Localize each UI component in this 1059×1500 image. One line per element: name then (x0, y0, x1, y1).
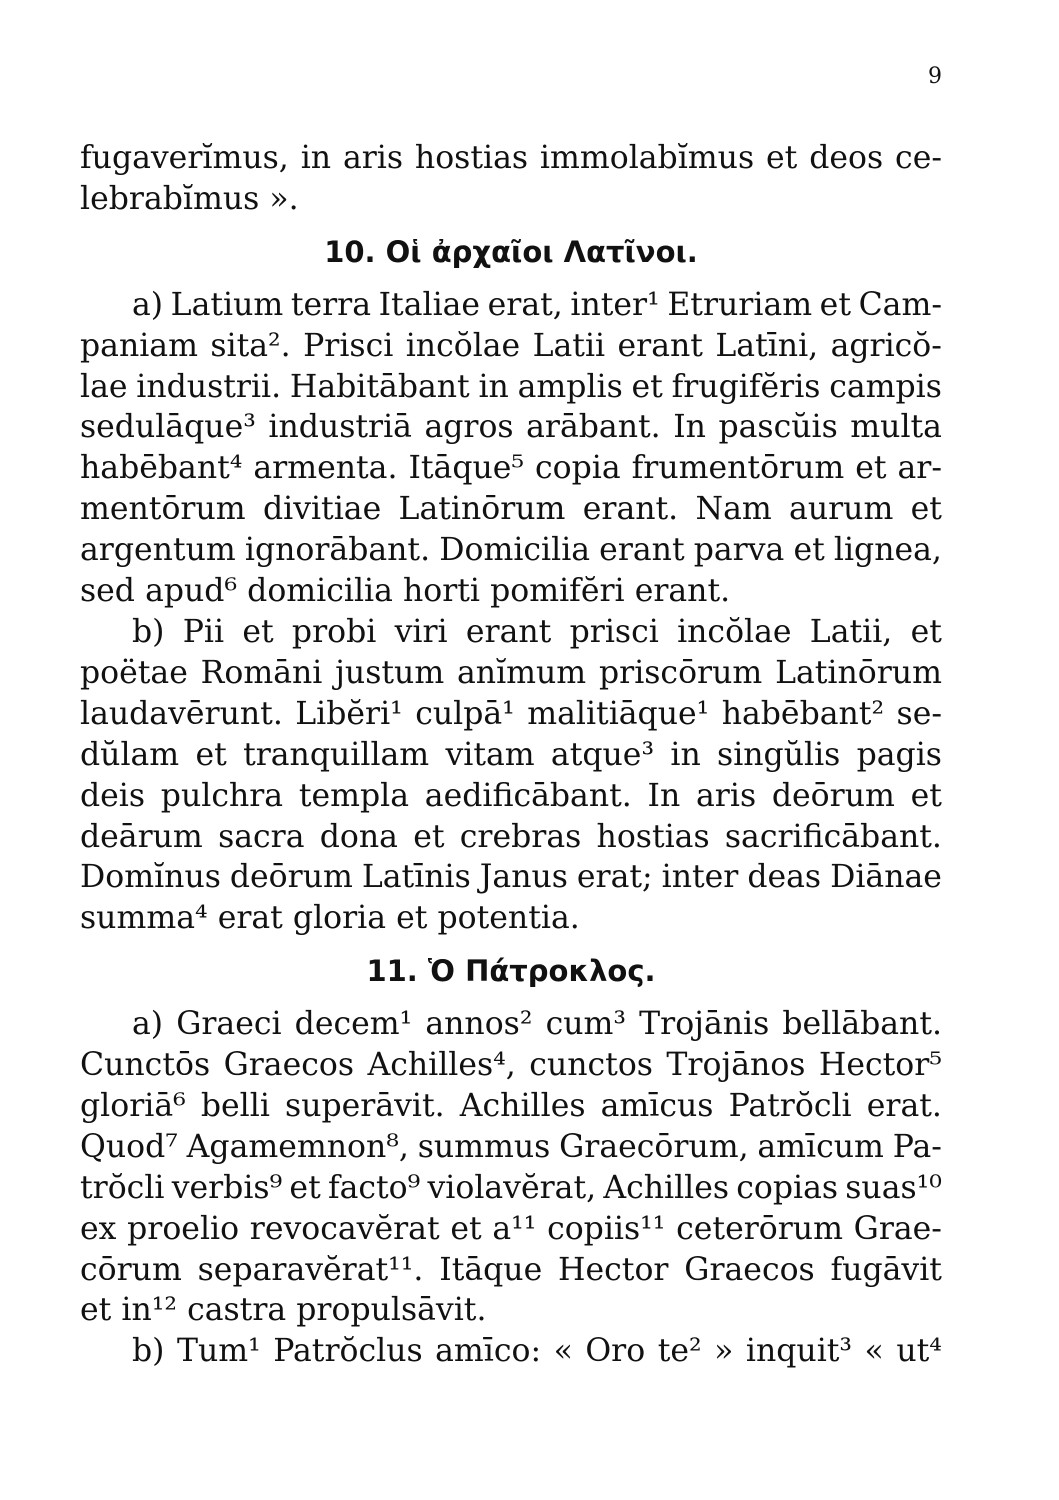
word: verbis⁹ (171, 1169, 283, 1206)
word: b) (132, 1333, 165, 1370)
word: Graecōrum, (559, 1128, 749, 1165)
word: deārum (80, 818, 203, 855)
word: immolabĭmus (539, 140, 755, 176)
word: gloria (292, 900, 387, 937)
page-number: 9 (928, 64, 942, 89)
word: aedificābant. (424, 777, 632, 814)
word: Latii (532, 327, 606, 364)
word: cunctos (529, 1047, 653, 1084)
word: Hector (558, 1251, 669, 1288)
word: Habitābant (289, 368, 470, 405)
word: erant (599, 532, 685, 569)
word: et (910, 777, 942, 814)
text-line (80, 326, 942, 367)
word: sacra (218, 818, 305, 855)
word: « (553, 1333, 573, 1370)
word: ex (80, 1210, 117, 1247)
word: ut⁴ (896, 1333, 942, 1370)
text-line (80, 1168, 942, 1209)
word: erat (217, 900, 283, 937)
word: ce- (895, 140, 942, 176)
word: cōrum (80, 1251, 182, 1288)
word: pascŭis (718, 409, 838, 446)
text-line (80, 1331, 942, 1372)
word: deis (80, 777, 146, 814)
word: incŏlae (405, 327, 521, 364)
word: Cam- (858, 286, 942, 323)
word: lignea, (833, 532, 942, 569)
word: se- (896, 695, 942, 732)
word: et (910, 613, 942, 650)
word: copiis¹¹ (547, 1210, 666, 1247)
section-heading: 11. Ὁ Πάτροκλος. (366, 954, 656, 989)
text-line (80, 179, 942, 220)
word: Oro (585, 1333, 646, 1370)
word: Trojānos (666, 1047, 806, 1084)
text-line (80, 1045, 942, 1086)
word: deos (809, 140, 884, 176)
word: inter (661, 859, 739, 896)
word: cum³ (545, 1006, 627, 1043)
word: domicilia (247, 573, 393, 610)
text-line (80, 138, 942, 179)
word: facto⁹ (327, 1169, 421, 1206)
word: et (413, 818, 445, 855)
word: vitam (445, 736, 535, 773)
text-line (80, 1086, 942, 1127)
word: Trojānis (639, 1006, 770, 1043)
word: campis (829, 368, 942, 405)
word: paniam (80, 327, 198, 364)
word: Patrŏclus (273, 1333, 423, 1370)
word: deōrum (229, 859, 353, 896)
word: gloriā⁶ (80, 1087, 186, 1124)
word: Janus (479, 859, 568, 896)
word: et (242, 613, 274, 650)
word: » (714, 1333, 734, 1370)
word: Cunctōs (80, 1047, 211, 1084)
text-line (80, 735, 942, 776)
word: sed (80, 573, 135, 610)
text-body (80, 138, 942, 1372)
word: erant (617, 327, 703, 364)
word: amīcus (600, 1087, 714, 1124)
word: incŏlae (677, 613, 792, 650)
text-line (80, 285, 942, 326)
word: copias (736, 1169, 839, 1206)
word: in (478, 368, 509, 405)
word: Italiae (378, 286, 481, 323)
word: malitiāque¹ (527, 695, 710, 732)
word: Latīnis (361, 859, 471, 896)
word: mentōrum (80, 491, 246, 528)
word: Domicilia (439, 532, 591, 569)
word: suas¹⁰ (845, 1169, 942, 1206)
word: viri (394, 613, 448, 650)
word: Etruriam (667, 286, 813, 323)
word: in (300, 140, 332, 176)
word: arābant. (526, 409, 661, 446)
word: ar- (897, 450, 942, 487)
word: Hector⁵ (818, 1047, 942, 1084)
word: aris (342, 140, 404, 176)
word: summus (417, 1128, 551, 1165)
text-line (80, 1209, 942, 1250)
word: Diānae (830, 859, 942, 896)
word: potentia. (437, 900, 580, 937)
word: frumentōrum (631, 450, 845, 487)
word: habēbant² (721, 695, 885, 732)
word: Patrŏcli (728, 1087, 852, 1124)
word: Latii, (809, 613, 893, 650)
word: Nam (695, 491, 772, 528)
text-line (80, 776, 942, 817)
word: trŏcli (80, 1169, 165, 1206)
word: habēbant⁴ (80, 450, 243, 487)
word: Agamemnon⁸, (186, 1128, 409, 1165)
word: terra (290, 286, 372, 323)
word: industrii. (136, 368, 282, 405)
word: templa (298, 777, 410, 814)
word: et (793, 532, 825, 569)
word: crebras (459, 818, 582, 855)
word: Romāni (200, 654, 323, 691)
word: revocavĕrat (249, 1210, 440, 1247)
word: et (396, 900, 428, 937)
text-line (80, 1250, 942, 1291)
word: castra (187, 1292, 287, 1329)
word: et (289, 1169, 321, 1206)
word: divitiae (262, 491, 382, 528)
word: Achilles⁴, (367, 1047, 516, 1084)
word: erat. (866, 1087, 942, 1124)
word: dona (319, 818, 398, 855)
word: et (631, 368, 663, 405)
word: te² (657, 1333, 702, 1370)
word: erant (465, 613, 552, 650)
text-line (80, 367, 942, 408)
word: et (819, 286, 851, 323)
word: Domĭnus (80, 859, 221, 896)
word: separavĕrat¹¹. (197, 1251, 424, 1288)
word: Itāque (439, 1251, 543, 1288)
word: armenta. (253, 450, 398, 487)
word: Achilles (459, 1087, 586, 1124)
word: amplis (517, 368, 623, 405)
word: Achilles (603, 1169, 730, 1206)
word: pagis (856, 736, 942, 773)
word: horti (402, 573, 481, 610)
word: belli (200, 1087, 270, 1124)
word: amīcum (757, 1128, 884, 1165)
word: aris (696, 777, 757, 814)
word: b) (132, 613, 165, 650)
word: sacrificābant. (724, 818, 942, 855)
word: amīco: (435, 1333, 542, 1370)
text-line (80, 898, 942, 939)
word: Graeci (176, 1006, 282, 1043)
word: Pii (182, 613, 225, 650)
word: sedulāque³ (80, 409, 256, 446)
word: culpā¹ (415, 695, 515, 732)
text-line (80, 612, 942, 653)
word: frugifĕris (671, 368, 821, 405)
word: propulsāvit. (296, 1292, 487, 1329)
word: hostias (596, 818, 710, 855)
word: Quod⁷ (80, 1128, 178, 1165)
text-line (80, 857, 942, 898)
word: probi (291, 613, 377, 650)
text-line (80, 1127, 942, 1168)
word: In (647, 777, 681, 814)
word: Graecos (223, 1047, 354, 1084)
text-line (80, 489, 942, 530)
word: Itāque⁵ (408, 450, 525, 487)
word: et (80, 1292, 112, 1329)
word: proelio (127, 1210, 240, 1247)
word: Grae- (853, 1210, 942, 1247)
word: violavĕrat, (427, 1169, 597, 1206)
word: agros (424, 409, 514, 446)
word: a) (132, 286, 164, 323)
word: et (910, 491, 942, 528)
word: atque³ (550, 736, 655, 773)
word: summa⁴ (80, 900, 208, 937)
word: sita². (210, 327, 291, 364)
word: Graecos (684, 1251, 815, 1288)
word: singŭlis (717, 736, 841, 773)
word: lae (80, 368, 128, 405)
word: inquit³ (745, 1333, 853, 1370)
text-line (80, 1004, 942, 1045)
word: Prisci (303, 327, 394, 364)
word: et (195, 736, 227, 773)
word: apud⁶ (145, 573, 238, 610)
word: annos² (425, 1006, 533, 1043)
word: Tum¹ (176, 1333, 261, 1370)
word: in (670, 736, 701, 773)
word: erant. (582, 491, 679, 528)
word: multa (850, 409, 942, 446)
text-line (80, 448, 942, 489)
word: parva (693, 532, 785, 569)
text-line (80, 1290, 942, 1331)
word: erat, (487, 286, 563, 323)
word: deas (747, 859, 822, 896)
section-heading: 10. Οἱ ἀρχαῖοι Λατῖνοι. (324, 234, 698, 269)
word: Latīni, (715, 327, 819, 364)
word: fugaverĭmus, (80, 140, 289, 176)
text-line (80, 407, 942, 448)
word: superāvit. (285, 1087, 445, 1124)
word: industriā (268, 409, 412, 446)
word: deōrum (771, 777, 895, 814)
word: aurum (789, 491, 894, 528)
word: a¹¹ (492, 1210, 537, 1247)
word: inter¹ (570, 286, 660, 323)
text-line (80, 571, 942, 612)
text-line (80, 653, 942, 694)
word: ». (269, 180, 299, 217)
word: lebrabĭmus (80, 180, 260, 217)
word: priscōrum (598, 654, 763, 691)
word: dŭlam (80, 736, 180, 773)
word: Latinōrum (398, 491, 566, 528)
word: et (766, 140, 798, 176)
text-line (80, 530, 942, 571)
word: pomifĕri (490, 573, 625, 610)
word: laudavērunt. (80, 695, 283, 732)
word: erat; (576, 859, 653, 896)
word: Libĕri¹ (295, 695, 403, 732)
word: pulchra (160, 777, 284, 814)
word: Latium (170, 286, 284, 323)
word: et (450, 1210, 482, 1247)
word: agricŏ- (830, 327, 942, 364)
word: In (673, 409, 706, 446)
word: poëtae (80, 654, 188, 691)
word: « (864, 1333, 884, 1370)
word: tranquillam (243, 736, 430, 773)
word: ceterōrum (676, 1210, 843, 1247)
word: anĭmum (457, 654, 587, 691)
word: a) (132, 1006, 164, 1043)
word: in¹² (121, 1292, 178, 1329)
word: justum (335, 654, 445, 691)
text-line (80, 817, 942, 858)
word: ignorābant. (244, 532, 431, 569)
word: fugāvit (830, 1251, 942, 1288)
text-line (80, 694, 942, 735)
word: bellābant. (782, 1006, 942, 1043)
word: Latinōrum (775, 654, 942, 691)
word: prisci (569, 613, 659, 650)
word: copia (535, 450, 621, 487)
word: decem¹ (294, 1006, 413, 1043)
word: hostias (414, 140, 529, 176)
word: Pa- (892, 1128, 942, 1165)
word: argentum (80, 532, 236, 569)
word: erant. (634, 573, 731, 610)
word: et (855, 450, 887, 487)
